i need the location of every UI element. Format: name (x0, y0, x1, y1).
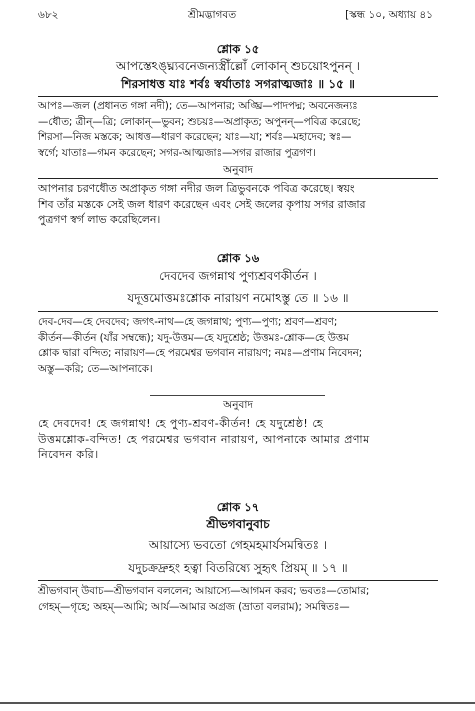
sloka-17-speaker: শ্রীভগবানুবাচ (206, 517, 270, 531)
sloka-15-translation-heading: অনুবাদ (223, 164, 253, 176)
chapter-reference: [স্কন্ধ ১০, অধ্যায় ৪১ (345, 9, 433, 21)
word-meaning-line: শ্লোক দ্বারা বন্দিত; নারায়ণ—হে পরমেশ্বর ভগবান নারায়ণ; নমঃ—প্রণাম নিবেদন; (38, 347, 363, 359)
page-header (38, 8, 433, 24)
sloka-15-heading: শ্লোক ১৫ (216, 42, 260, 56)
word-meaning-line: গেহম্—গৃহে; অহম্—আমি; আর্য—আমার অগ্রজ (ভ্রাতা বলরাম); সমন্বিতঃ— (38, 600, 350, 613)
translation-line: পুত্রগণ স্বর্গ লাভ করেছিলেন। (38, 213, 161, 226)
sloka-16-heading: শ্লোক ১৬ (216, 251, 260, 265)
word-meaning-line: দেব-দেব—হে দেবদেব; জগৎ-নাথ—হে জগন্নাথ; পুণ্য—পুণ্য; শ্রবণ—শ্রবণ; (38, 316, 338, 328)
sloka-17-word-meanings (38, 584, 438, 615)
sloka-16-translation (38, 416, 438, 463)
word-meaning-line: কীর্তন—কীর্তন (যাঁর সম্বন্ধে); যদু-উত্তম—হে যদুশ্রেষ্ঠ; উত্তমঃ-শ্লোক—হে উত্তম (38, 331, 349, 344)
translation-line: আপনার চরণধৌত অপ্রাকৃত গঙ্গা নদীর জল ত্রিভুবনকে পবিত্র করেছে। স্বয়ং (38, 182, 355, 195)
sloka-16-word-meanings (38, 315, 438, 377)
word-meaning-line: অস্তু—করি; তে—আপনাকে। (38, 362, 153, 375)
sloka-16-verse-line-1: দেবদেব জগন্নাথ পুণ্যশ্রবণকীর্তন । (159, 269, 317, 283)
translation-divider (150, 395, 325, 396)
sloka-15-translation (38, 181, 438, 228)
word-meaning-line: —ধৌত; ত্রীন্—ত্রি; লোকান্—ভুবন; শুচয়ঃ—অপ্রাকৃত; অপুনন্—পবিত্র করেছে; (38, 115, 362, 128)
running-title: শ্রীমদ্ভাগবত (188, 9, 237, 21)
translation-line: নিবেদন করি। (38, 448, 99, 461)
sloka-16-translation-heading: অনুবাদ (223, 399, 253, 411)
sloka-15-rule (38, 96, 438, 97)
page-bottom-edge (0, 702, 475, 704)
sloka-17-rule (38, 580, 438, 581)
translation-line: শিব তাঁর মস্তকে সেই জল ধারণ করেছেন এবং সেই জলের কৃপায় সগর রাজার (38, 197, 366, 211)
sloka-16-verse-line-2: যদূত্তমোত্তমঃশ্লোক নারায়ণ নমোঽস্তু তে ॥ ১৬ ॥ (127, 291, 349, 305)
page-number: ৬৮২ (38, 9, 59, 21)
word-meaning-line: আপঃ—জল (প্রধানত গঙ্গা নদী); তে—আপনার; অঙ্ঘ্রি—পাদপদ্ম; অবনেজন্যঃ (38, 100, 358, 112)
sloka-17-verse-line-2: যদুচক্রদ্রুহং হত্বা বিতরিষ্যে সুহৃৎ প্রিয়ম্ ॥ ১৭ ॥ (128, 561, 348, 575)
word-meaning-line: শিরসা—নিজ মস্তকে; আধত্ত—ধারণ করেছেন; যাঃ—যা; শর্বঃ—মহাদেব; স্বঃ— (38, 131, 352, 143)
sloka-15-verse-line-1: আপস্তেঽঙ্ঘ্ন্যবনেজন্যস্ত্রীঁল্লোঁ লোকান্ শুচয়োঽপুনন্ । (116, 59, 360, 73)
translation-rule (38, 178, 438, 179)
sloka-17-verse-line-1: আয়াস্যে ভবতো গেহমহমার্যসমন্বিতঃ । (148, 538, 328, 552)
sloka-15-verse-line-2: শিরসাধত্ত যাঃ শর্বঃ স্বর্যাতাঃ সগরাত্মজাঃ ॥ ১৫ ॥ (121, 77, 355, 91)
sloka-16-rule (38, 311, 438, 312)
sloka-17-heading: শ্লোক ১৭ (216, 500, 260, 514)
translation-line: উত্তমশ্লোক-বন্দিত! হে পরমেশ্বর ভগবান নারায়ণ, আপনাকে আমার প্রণাম (38, 432, 370, 446)
word-meaning-line: স্বর্গে; যাতাঃ—গমন করেছেন; সগর-আত্মজাঃ—সগর রাজার পুত্রগণ। (38, 146, 316, 159)
word-meaning-line: শ্রীভগবান্ উবাচ—শ্রীভগবান বললেন; আয়াস্যে—আগমন করব; ভবতঃ—তোমার; (38, 585, 370, 597)
sloka-15-word-meanings (38, 99, 438, 161)
translation-line: হে দেবদেব! হে জগন্নাথ! হে পুণ্য-শ্রবণ-কীর্তন! হে যদুশ্রেষ্ঠ! হে (38, 417, 324, 430)
